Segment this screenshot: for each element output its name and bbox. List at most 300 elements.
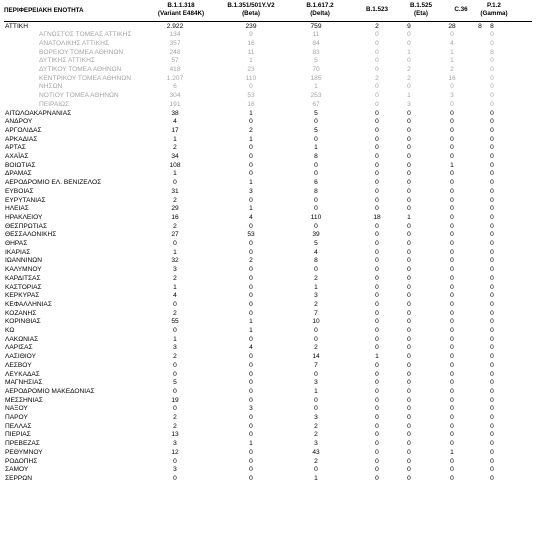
region-name: ΒΟΡΕΙΟΥ ΤΟΜΕΑ ΑΘΗΝΩΝ xyxy=(39,48,124,56)
cell-value: 9 xyxy=(249,31,253,39)
cell-value: 0 xyxy=(407,196,411,204)
cell-value: 0 xyxy=(249,283,253,291)
cell-value: 0 xyxy=(375,231,379,239)
cell-value: 0 xyxy=(375,135,379,143)
cell-value: 2 xyxy=(314,422,318,430)
region-name: ΚΑΣΤΟΡΙΑΣ xyxy=(5,283,42,291)
region-name: ΑΤΤΙΚΗ xyxy=(5,22,28,30)
cell-value: 1 xyxy=(407,92,411,100)
cell-value: 0 xyxy=(375,66,379,73)
cell-value: 1 xyxy=(407,213,411,221)
cell-value: 0 xyxy=(490,414,494,421)
cell-value: 4 xyxy=(173,118,177,126)
cell-value: 0 xyxy=(490,57,494,65)
cell-value: 0 xyxy=(407,379,411,387)
region-name: ΠΕΛΛΑΣ xyxy=(5,422,32,430)
cell-value: 0 xyxy=(450,257,454,265)
cell-value: 0 xyxy=(249,379,253,387)
table-row xyxy=(0,136,537,145)
cell-value: 2 xyxy=(173,196,177,204)
cell-value: 0 xyxy=(450,274,454,282)
header-b11318-name: (Variant E484K) xyxy=(157,9,205,17)
cell-value: 0 xyxy=(407,309,411,317)
cell-value: 27 xyxy=(171,231,179,239)
cell-value: 0 xyxy=(450,474,454,482)
table-row xyxy=(0,179,537,188)
cell-value: 2 xyxy=(173,274,177,282)
cell-value: 0 xyxy=(490,187,494,195)
cell-value: 8 xyxy=(490,48,494,56)
cell-value: 0 xyxy=(407,300,411,308)
cell-value: 1 xyxy=(249,135,253,143)
cell-value: 38 xyxy=(171,109,179,117)
cell-value: 0 xyxy=(407,335,411,343)
cell-value: 2 xyxy=(314,457,318,465)
cell-value: 0 xyxy=(490,379,494,387)
cell-value: 0 xyxy=(490,274,494,282)
table-row xyxy=(0,475,537,484)
cell-value: 2 xyxy=(407,66,411,73)
cell-value: 0 xyxy=(450,414,454,421)
table-row xyxy=(0,371,537,380)
cell-value: 67 xyxy=(312,100,320,108)
cell-value: 7 xyxy=(314,309,318,317)
table-row xyxy=(0,423,537,432)
cell-value: 8 xyxy=(314,187,318,195)
cell-value: 0 xyxy=(375,222,379,230)
cell-value: 134 xyxy=(169,31,181,39)
cell-value: 28 xyxy=(448,22,456,30)
cell-value: 0 xyxy=(314,196,318,204)
cell-value: 3 xyxy=(314,414,318,421)
cell-value: 0 xyxy=(407,170,411,178)
table-row xyxy=(0,388,537,397)
cell-value: 0 xyxy=(314,405,318,413)
region-name: ΚΟΖΑΝΗΣ xyxy=(5,309,37,317)
table-row xyxy=(0,266,537,275)
table-row xyxy=(0,66,537,75)
cell-value: 2 xyxy=(173,414,177,421)
cell-value: 1 xyxy=(314,283,318,291)
cell-value: 0 xyxy=(490,170,494,178)
cell-value: 0 xyxy=(249,222,253,230)
region-name: ΑΡΚΑΔΙΑΣ xyxy=(5,135,38,143)
cell-value: 0 xyxy=(375,109,379,117)
region-name: ΝΑΞΟΥ xyxy=(5,405,28,413)
table-row xyxy=(0,153,537,162)
cell-value: 57 xyxy=(171,57,179,65)
cell-value: 0 xyxy=(490,466,494,474)
header-b1523-code: B.1.523 xyxy=(365,6,389,13)
table-row xyxy=(0,257,537,266)
cell-value: 0 xyxy=(375,118,379,126)
table-row xyxy=(0,49,537,58)
cell-value: 0 xyxy=(450,396,454,404)
cell-value: 0 xyxy=(314,222,318,230)
cell-value: 6 xyxy=(314,179,318,187)
cell-value: 0 xyxy=(173,405,177,413)
cell-value: 0 xyxy=(450,283,454,291)
cell-value: 0 xyxy=(375,39,379,47)
table-row xyxy=(0,353,537,362)
cell-value: 0 xyxy=(407,118,411,126)
cell-value: 3 xyxy=(450,92,454,100)
cell-value: 0 xyxy=(375,48,379,56)
cell-value: 0 xyxy=(407,83,411,91)
cell-value: 0 xyxy=(375,440,379,448)
header-b16172-code: B.1.617.2 xyxy=(306,2,334,9)
table-row xyxy=(0,249,537,258)
cell-value: 0 xyxy=(249,422,253,430)
cell-value: 304 xyxy=(169,92,181,100)
cell-value: 0 xyxy=(249,274,253,282)
cell-value: 0 xyxy=(490,335,494,343)
cell-value: 0 xyxy=(490,431,494,439)
table-row xyxy=(0,344,537,353)
region-name: ΑΝΑΤΟΛΙΚΗΣ ΑΤΤΙΚΗΣ xyxy=(39,39,109,47)
cell-value: 185 xyxy=(310,74,322,82)
cell-value: 5 xyxy=(314,240,318,247)
table-row xyxy=(0,170,537,179)
table-row xyxy=(0,310,537,319)
cell-value: 0 xyxy=(375,274,379,282)
cell-value: 4 xyxy=(314,248,318,256)
cell-value: 5 xyxy=(314,109,318,117)
cell-value: 83 xyxy=(312,48,320,56)
cell-value: 0 xyxy=(314,118,318,126)
cell-value: 2 xyxy=(249,257,253,265)
region-name: ΘΕΣΣΑΛΟΝΙΚΗΣ xyxy=(5,231,57,239)
cell-value: 0 xyxy=(490,396,494,404)
cell-value: 0 xyxy=(490,118,494,126)
cell-value: 8 xyxy=(490,22,494,30)
cell-value: 5 xyxy=(173,379,177,387)
table-row xyxy=(0,127,537,136)
region-name: ΛΑΣΙΘΙΟΥ xyxy=(5,353,36,361)
cell-value: 0 xyxy=(314,266,318,274)
cell-value: 239 xyxy=(245,22,257,30)
table-row xyxy=(0,397,537,406)
cell-value: 0 xyxy=(490,161,494,169)
cell-value: 0 xyxy=(450,422,454,430)
cell-value: 0 xyxy=(450,266,454,274)
region-name: ΛΑΡΙΣΑΣ xyxy=(5,344,33,352)
cell-value: 3 xyxy=(407,100,411,108)
cell-value: 3 xyxy=(314,440,318,448)
cell-value: 17 xyxy=(171,126,179,134)
cell-value: 0 xyxy=(490,92,494,100)
header-b1525-name: (Eta) xyxy=(414,9,428,17)
cell-value: 0 xyxy=(173,474,177,482)
header-b1351-name: (Beta) xyxy=(242,9,260,17)
table-row xyxy=(0,275,537,284)
region-name: ΛΕΥΚΑΔΑΣ xyxy=(5,370,40,378)
cell-value: 4 xyxy=(249,344,253,352)
cell-value: 1 xyxy=(450,57,454,65)
region-name: ΘΗΡΑΣ xyxy=(5,240,28,247)
table-row xyxy=(0,301,537,310)
region-name: ΣΑΜΟΥ xyxy=(5,466,29,474)
region-name: ΜΕΣΣΗΝΙΑΣ xyxy=(5,396,43,404)
header-p12-code: P.1.2 xyxy=(487,2,501,9)
region-name: ΑΧΑΪΑΣ xyxy=(5,153,29,160)
cell-value: 0 xyxy=(314,161,318,169)
cell-value: 0 xyxy=(173,327,177,334)
cell-value: 0 xyxy=(375,309,379,317)
table-row xyxy=(0,197,537,206)
cell-value: 0 xyxy=(375,187,379,195)
cell-value: 0 xyxy=(490,135,494,143)
table-row xyxy=(0,327,537,336)
cell-value: 0 xyxy=(490,144,494,152)
cell-value: 0 xyxy=(490,344,494,352)
cell-value: 0 xyxy=(173,179,177,187)
cell-value: 1 xyxy=(249,327,253,334)
cell-value: 0 xyxy=(407,448,411,456)
region-name: ΑΡΓΟΛΙΔΑΣ xyxy=(5,126,42,134)
cell-value: 0 xyxy=(173,300,177,308)
cell-value: 0 xyxy=(450,405,454,413)
cell-value: 1.207 xyxy=(166,74,184,82)
cell-value: 0 xyxy=(450,179,454,187)
cell-value: 0 xyxy=(407,31,411,39)
cell-value: 0 xyxy=(450,135,454,143)
cell-value: 0 xyxy=(407,240,411,247)
cell-value: 0 xyxy=(375,292,379,300)
cell-value: 0 xyxy=(249,83,253,91)
cell-value: 0 xyxy=(249,309,253,317)
cell-value: 1 xyxy=(450,161,454,169)
cell-value: 3 xyxy=(249,405,253,413)
header-b1525-code: B.1.525 xyxy=(409,2,433,9)
table-row xyxy=(0,440,537,449)
cell-value: 0 xyxy=(490,109,494,117)
cell-value: 0 xyxy=(249,118,253,126)
cell-value: 0 xyxy=(407,405,411,413)
cell-value: 7 xyxy=(314,361,318,369)
cell-value: 2.922 xyxy=(166,22,184,30)
region-name: ΕΥΡΥΤΑΝΙΑΣ xyxy=(5,196,46,204)
header-p12 xyxy=(476,2,512,22)
cell-value: 84 xyxy=(312,39,320,47)
cell-value: 0 xyxy=(450,344,454,352)
cell-value: 0 xyxy=(249,396,253,404)
cell-value: 110 xyxy=(245,74,257,82)
cell-value: 0 xyxy=(490,387,494,395)
cell-value: 0 xyxy=(407,466,411,474)
cell-value: 0 xyxy=(173,457,177,465)
table-row xyxy=(0,318,537,327)
cell-value: 0 xyxy=(249,414,253,421)
region-name: ΠΑΡΟΥ xyxy=(5,414,28,421)
cell-value: 2 xyxy=(173,422,177,430)
cell-value: 0 xyxy=(450,196,454,204)
cell-value: 0 xyxy=(173,361,177,369)
cell-value: 1 xyxy=(173,135,177,143)
cell-value: 0 xyxy=(490,283,494,291)
cell-value: 0 xyxy=(314,170,318,178)
cell-value: 6 xyxy=(173,83,177,91)
cell-value: 1 xyxy=(314,387,318,395)
cell-value: 9 xyxy=(407,22,411,30)
cell-value: 1 xyxy=(173,283,177,291)
cell-value: 0 xyxy=(490,361,494,369)
cell-value: 0 xyxy=(407,39,411,47)
cell-value: 0 xyxy=(407,153,411,160)
cell-value: 0 xyxy=(450,370,454,378)
cell-value: 0 xyxy=(314,135,318,143)
cell-value: 0 xyxy=(407,222,411,230)
cell-value: 0 xyxy=(450,309,454,317)
cell-value: 1 xyxy=(407,48,411,56)
cell-value: 0 xyxy=(375,266,379,274)
cell-value: 0 xyxy=(375,196,379,204)
cell-value: 1 xyxy=(249,318,253,326)
table-row xyxy=(0,101,537,110)
region-name: ΝΟΤΙΟΥ ΤΟΜΕΑ ΑΘΗΝΩΝ xyxy=(39,92,119,100)
cell-value: 0 xyxy=(314,396,318,404)
cell-value: 23 xyxy=(247,66,255,73)
cell-value: 0 xyxy=(375,448,379,456)
cell-value: 0 xyxy=(375,422,379,430)
header-b11318-code: B.1.1.318 xyxy=(167,2,195,9)
region-name: ΠΡΕΒΕΖΑΣ xyxy=(5,440,40,448)
cell-value: 0 xyxy=(407,353,411,361)
cell-value: 0 xyxy=(375,92,379,100)
region-name: ΑΙΤΩΛΟΑΚΑΡΝΑΝΙΑΣ xyxy=(5,109,72,117)
cell-value: 0 xyxy=(375,31,379,39)
cell-value: 0 xyxy=(490,405,494,413)
cell-value: 0 xyxy=(490,309,494,317)
cell-value: 248 xyxy=(169,48,181,56)
table-row xyxy=(0,92,537,101)
cell-value: 0 xyxy=(490,39,494,47)
cell-value: 0 xyxy=(450,213,454,221)
cell-value: 1 xyxy=(173,248,177,256)
table-row xyxy=(0,75,537,84)
region-name: ΡΟΔΟΠΗΣ xyxy=(5,457,38,465)
cell-value: 0 xyxy=(407,440,411,448)
cell-value: 0 xyxy=(249,196,253,204)
cell-value: 0 xyxy=(407,161,411,169)
region-name: ΚΑΛΥΜΝΟΥ xyxy=(5,266,42,274)
cell-value: 0 xyxy=(450,379,454,387)
region-name: ΑΕΡΟΔΡΟΜΙΟ ΕΛ. ΒΕΝΙΖΕΛΟΣ xyxy=(5,179,102,187)
cell-value: 0 xyxy=(249,370,253,378)
cell-value: 0 xyxy=(490,318,494,326)
cell-value: 0 xyxy=(450,240,454,247)
cell-value: 0 xyxy=(407,457,411,465)
cell-value: 0 xyxy=(375,153,379,160)
region-name: ΗΛΕΙΑΣ xyxy=(5,205,29,213)
cell-value: 0 xyxy=(490,457,494,465)
cell-value: 0 xyxy=(407,109,411,117)
cell-value: 3 xyxy=(249,187,253,195)
cell-value: 0 xyxy=(450,153,454,160)
cell-value: 0 xyxy=(375,83,379,91)
table-row xyxy=(0,362,537,371)
region-name: ΙΚΑΡΙΑΣ xyxy=(5,248,31,256)
cell-value: 0 xyxy=(490,266,494,274)
cell-value: 0 xyxy=(375,126,379,134)
cell-value: 0 xyxy=(375,387,379,395)
header-b1351 xyxy=(218,2,284,22)
cell-value: 14 xyxy=(312,353,320,361)
cell-value: 0 xyxy=(490,179,494,187)
table-row xyxy=(0,83,537,92)
cell-value: 1 xyxy=(375,353,379,361)
cell-value: 0 xyxy=(375,283,379,291)
cell-value: 0 xyxy=(375,257,379,265)
cell-value: 0 xyxy=(450,83,454,91)
cell-value: 0 xyxy=(249,353,253,361)
cell-value: 0 xyxy=(314,335,318,343)
cell-value: 70 xyxy=(312,66,320,73)
cell-value: 0 xyxy=(249,335,253,343)
region-name: ΔΡΑΜΑΣ xyxy=(5,170,32,178)
cell-value: 2 xyxy=(407,74,411,82)
cell-value: 0 xyxy=(490,327,494,334)
region-name: ΑΡΤΑΣ xyxy=(5,144,26,152)
region-name: ΗΡΑΚΛΕΙΟΥ xyxy=(5,213,43,221)
cell-value: 0 xyxy=(450,126,454,134)
cell-value: 34 xyxy=(171,153,179,160)
cell-value: 0 xyxy=(407,474,411,482)
table-row xyxy=(0,458,537,467)
table-row xyxy=(0,405,537,414)
cell-value: 0 xyxy=(407,205,411,213)
cell-value: 2 xyxy=(375,22,379,30)
cell-value: 18 xyxy=(373,213,381,221)
cell-value: 43 xyxy=(312,448,320,456)
cell-value: 0 xyxy=(407,144,411,152)
region-name: ΣΕΡΡΩΝ xyxy=(5,474,32,482)
cell-value: 0 xyxy=(375,414,379,421)
cell-value: 0 xyxy=(490,440,494,448)
cell-value: 5 xyxy=(314,57,318,65)
header-b16172-name: (Delta) xyxy=(310,9,330,17)
cell-value: 19 xyxy=(171,396,179,404)
cell-value: 0 xyxy=(249,474,253,482)
cell-value: 12 xyxy=(171,448,179,456)
cell-value: 0 xyxy=(375,396,379,404)
cell-value: 0 xyxy=(314,370,318,378)
cell-value: 0 xyxy=(450,318,454,326)
region-name: ΘΕΣΠΡΩΤΙΑΣ xyxy=(5,222,48,230)
cell-value: 0 xyxy=(249,153,253,160)
table-row xyxy=(0,414,537,423)
table-row xyxy=(0,40,537,49)
cell-value: 0 xyxy=(450,109,454,117)
cell-value: 0 xyxy=(490,74,494,82)
cell-value: 0 xyxy=(490,240,494,247)
cell-value: 1 xyxy=(450,448,454,456)
cell-value: 0 xyxy=(375,466,379,474)
cell-value: 110 xyxy=(310,213,322,221)
cell-value: 0 xyxy=(450,144,454,152)
cell-value: 0 xyxy=(249,466,253,474)
cell-value: 0 xyxy=(450,231,454,239)
cell-value: 0 xyxy=(375,161,379,169)
cell-value: 0 xyxy=(450,187,454,195)
cell-value: 0 xyxy=(450,300,454,308)
cell-value: 2 xyxy=(450,66,454,73)
cell-value: 0 xyxy=(450,440,454,448)
cell-value: 0 xyxy=(490,66,494,73)
cell-value: 16 xyxy=(171,213,179,221)
cell-value: 0 xyxy=(375,327,379,334)
table-row xyxy=(0,379,537,388)
